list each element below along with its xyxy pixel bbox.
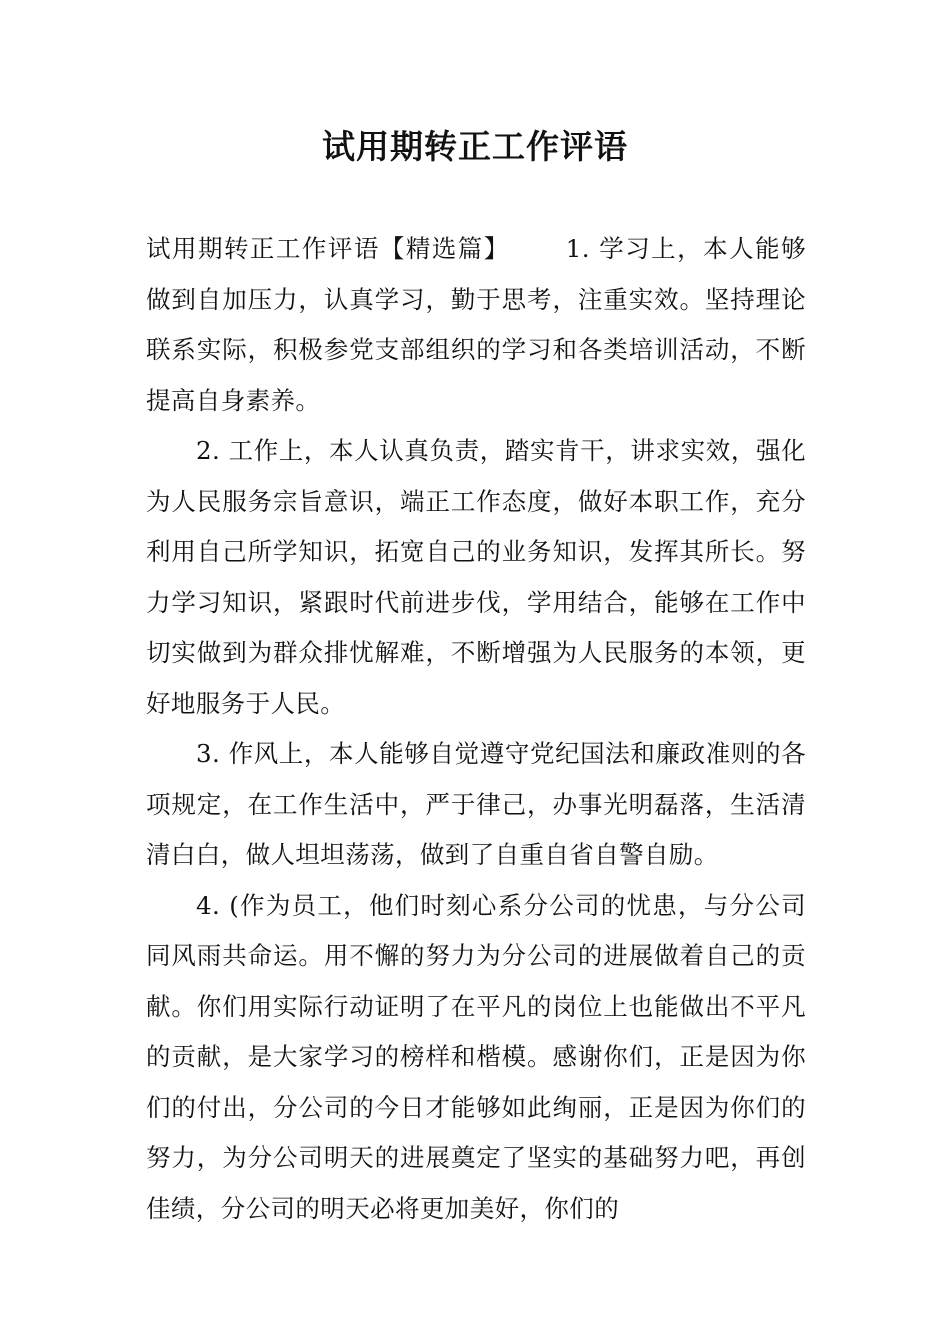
document-body [146,224,806,1234]
paragraph-4: 4. (作为员工，他们时刻心系分公司的忧患，与分公司同风雨共命运。用不懈的努力为分公司的进展做着自己的贡献。你们用实际行动证明了在平凡的岗位上也能做出不平凡的贡献，是大家学习的榜样和楷模。感谢你们，正是因为你们的付出，分公司的今日才能够如此绚丽，正是因为你们的努力，为分公司明天的进展奠定了坚实的基础努力吧，再创佳绩，分公司的明天必将更加美好，你们的 [146,890,806,1223]
paragraph-3: 3. 作风上，本人能够自觉遵守党纪国法和廉政准则的各项规定，在工作生活中，严于律己，办事光明磊落，生活清清白白，做人坦坦荡荡，做到了自重自省自警自励。 [146,739,806,869]
paragraph-1 [146,224,806,426]
paragraph-2: 2. 工作上，本人认真负责，踏实肯干，讲求实效，强化为人民服务宗旨意识，端正工作态度，做好本职工作，充分利用自己所学知识，拓宽自己的业务知识，发挥其所长。努力学习知识，紧跟时代前进步伐，学用结合，能够在工作中切实做到为群众排忧解难，不断增强为人民服务的本领，更好地服务于人民。 [146,436,806,718]
paragraph-1-text: 1. 学习上，本人能够做到自加压力，认真学习，勤于思考，注重实效。坚持理论联系实际，积极参党支部组织的学习和各类培训活动，不断提高自身素养。 [146,234,806,415]
intro-heading: 试用期转正工作评语【精选篇】 [146,234,510,263]
document-title: 试用期转正工作评语 [322,127,628,166]
